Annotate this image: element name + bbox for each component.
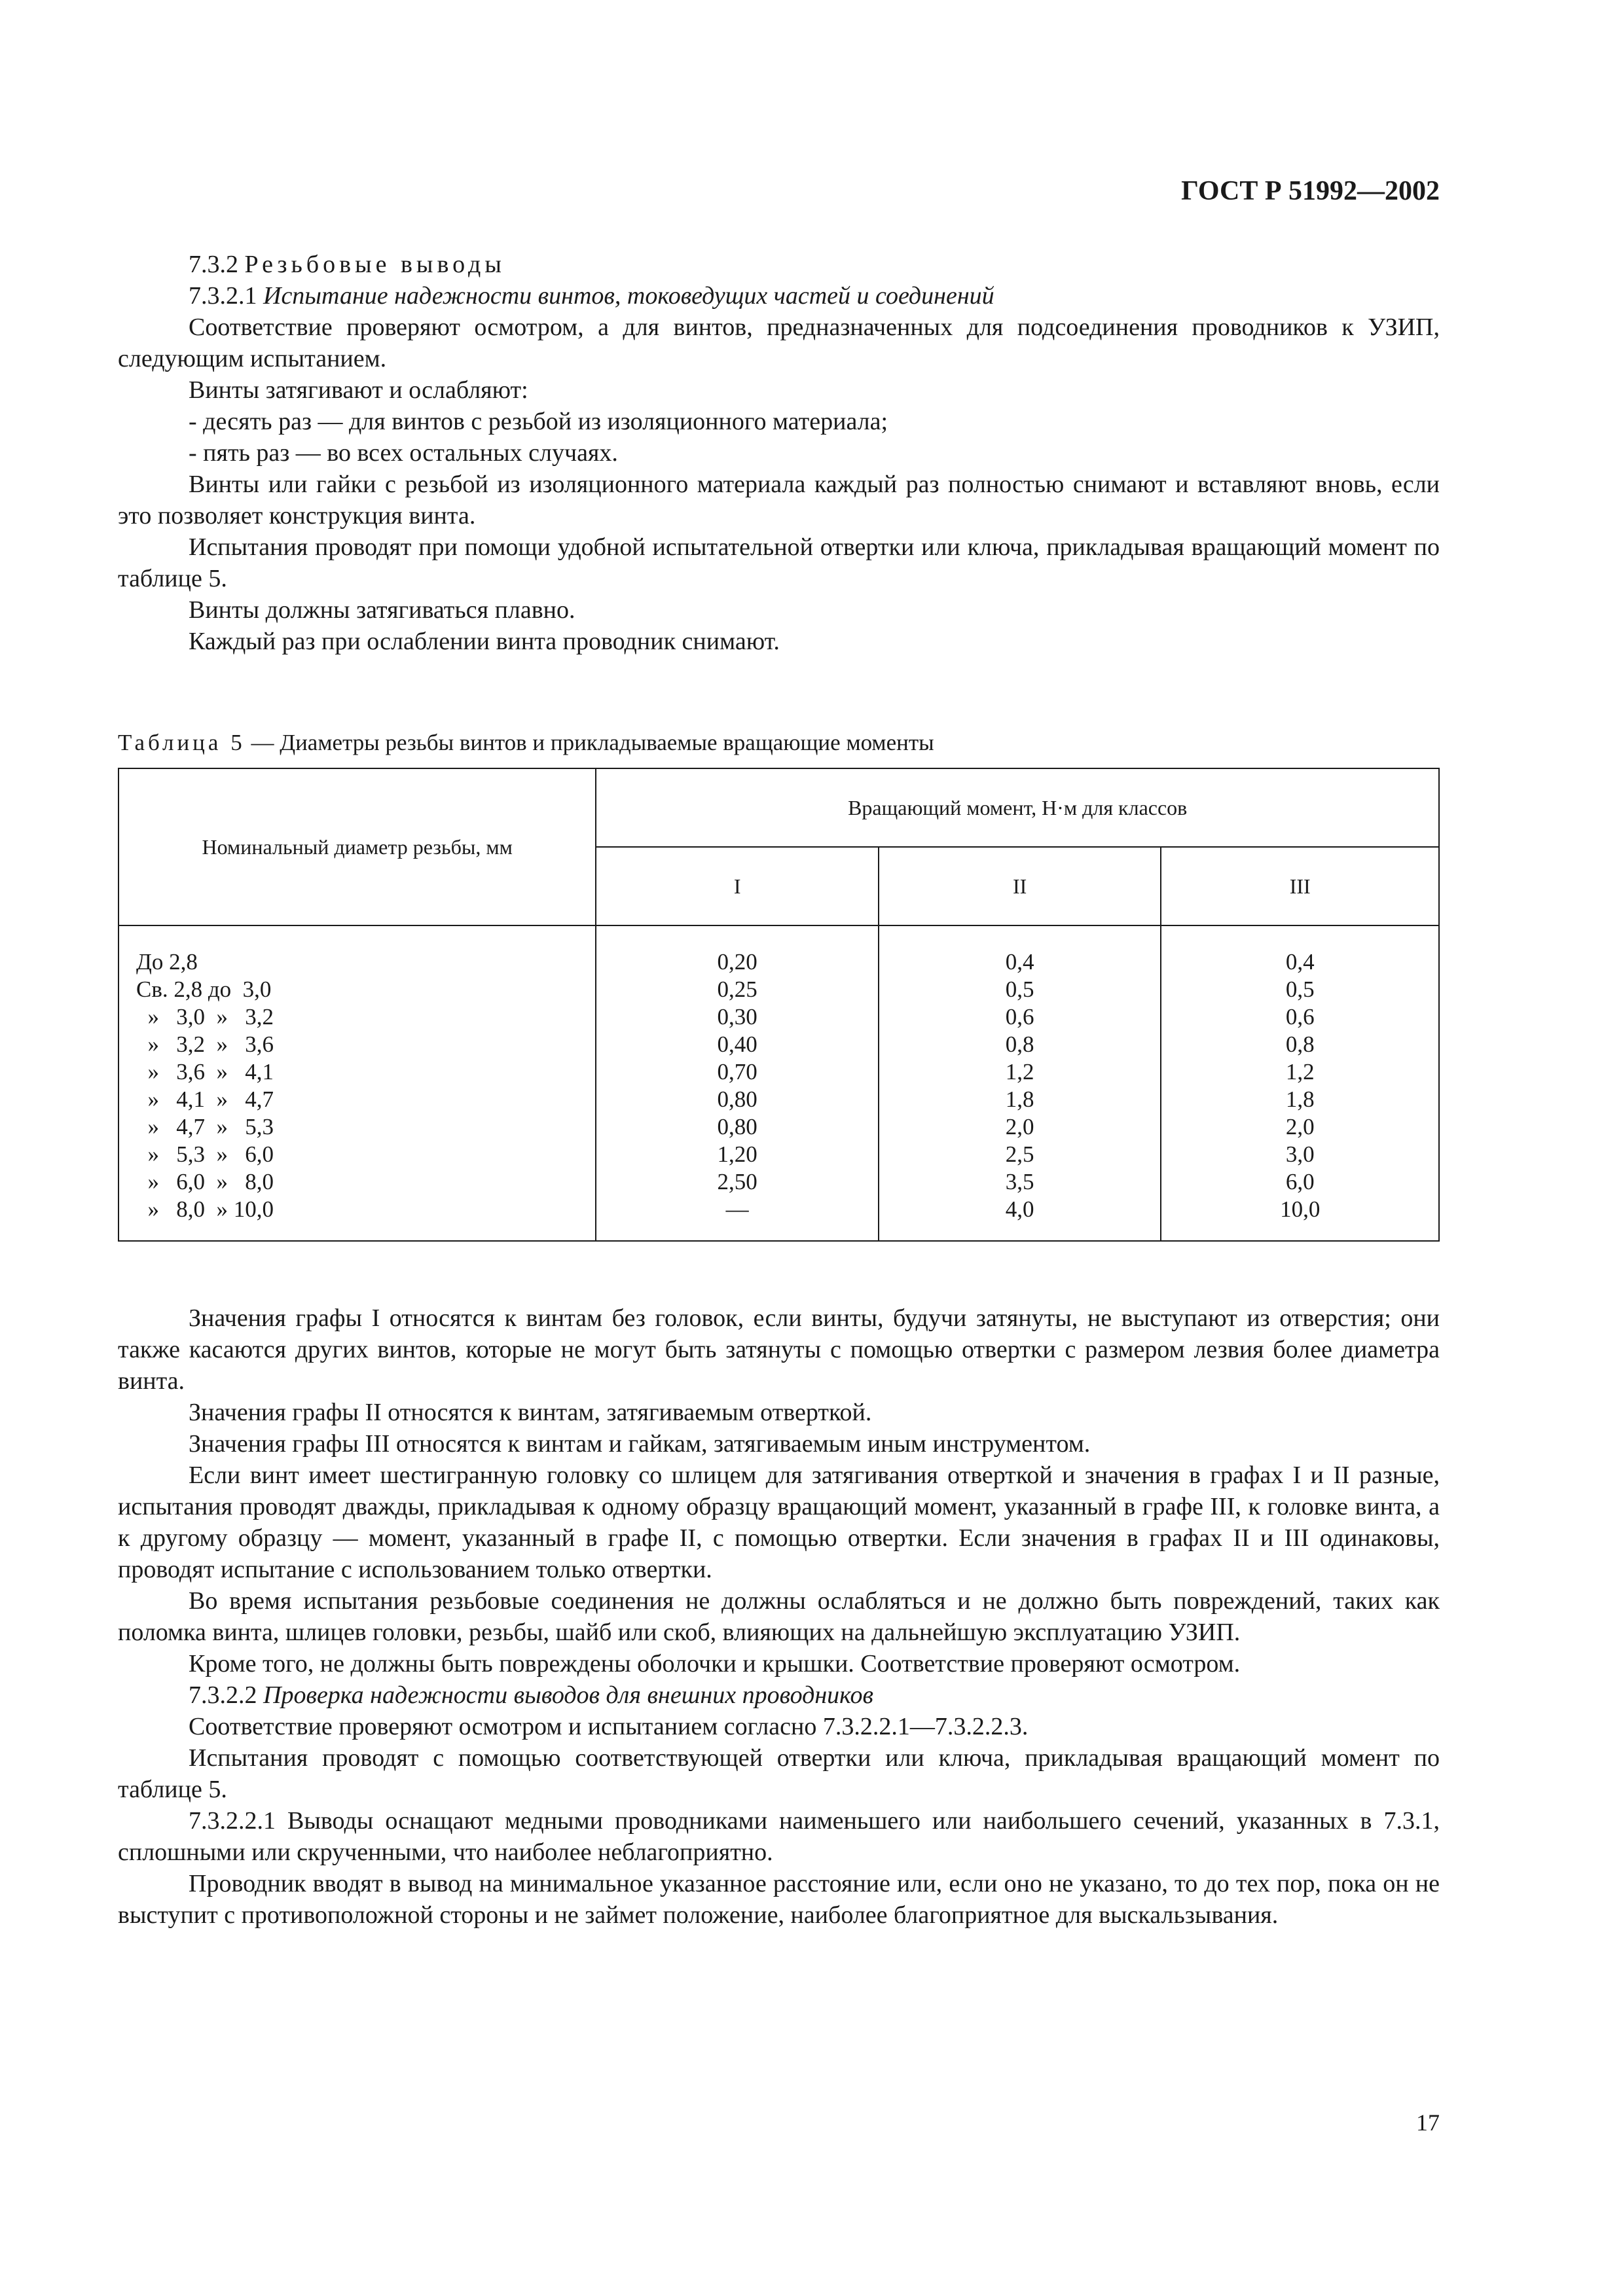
table-cell: 0,80 bbox=[717, 1086, 757, 1112]
paragraph: Соответствие проверяют осмотром и испытанием согласно 7.3.2.2.1—7.3.2.2.3. bbox=[189, 1713, 1029, 1740]
table-caption-text: — Диаметры резьбы винтов и прикладываемые вращающие моменты bbox=[245, 730, 934, 755]
table-cell: 3,5 bbox=[1005, 1169, 1034, 1194]
table-cell: До 2,8 bbox=[136, 949, 198, 975]
table-cell: 0,4 bbox=[1005, 949, 1034, 975]
subsection-heading-7-3-2-1 bbox=[118, 280, 1440, 312]
table-caption bbox=[118, 730, 1440, 756]
list-item: - десять раз — для винтов с резьбой из изоляционного материала; bbox=[189, 408, 888, 435]
paragraph: Проводник вводят в вывод на минимальное указанное расстояние или, если оно не указано, то до тех пор, пока он не выступит с противоположной стороны и не займет положение, наиболее благоприятное для выскальзывания. bbox=[118, 1870, 1440, 1929]
section-number: 7.3.2 bbox=[189, 251, 238, 278]
table-cell: 0,5 bbox=[1005, 977, 1034, 1002]
table-cell: 0,5 bbox=[1285, 977, 1315, 1002]
paragraph: Соответствие проверяют осмотром, а для винтов, предназначенных для подсоединения проводников к УЗИП, следующим испытанием. bbox=[118, 314, 1440, 372]
paragraph: Каждый раз при ослаблении винта проводник снимают. bbox=[189, 628, 780, 655]
table-cell: 4,0 bbox=[1005, 1196, 1034, 1222]
table-caption-label: Таблица 5 bbox=[118, 730, 246, 755]
table-cell: 2,0 bbox=[1005, 1114, 1034, 1139]
subsection-number: 7.3.2.1 bbox=[189, 282, 257, 310]
table-body-row bbox=[119, 925, 1439, 1241]
table-cell: » 6,0 » 8,0 bbox=[136, 1169, 274, 1194]
torque-table bbox=[118, 768, 1440, 1242]
column-header-class-1: I bbox=[596, 847, 879, 925]
table-cell: » 3,2 » 3,6 bbox=[136, 1031, 274, 1057]
subsection-heading-7-3-2-2 bbox=[118, 1679, 1440, 1711]
table-cell: 0,40 bbox=[717, 1031, 757, 1057]
table-cell: 1,20 bbox=[717, 1141, 757, 1167]
table-cell: — bbox=[725, 1196, 749, 1222]
table-cell: 0,25 bbox=[717, 977, 757, 1002]
table-cell: 0,6 bbox=[1005, 1004, 1034, 1030]
subsection-title: Испытание надежности винтов, токоведущих частей и соединений bbox=[263, 282, 994, 310]
column-header-class-3: III bbox=[1161, 847, 1439, 925]
table-cell: » 5,3 » 6,0 bbox=[136, 1141, 274, 1167]
section-body-bottom bbox=[118, 1302, 1440, 1931]
paragraph: Кроме того, не должны быть повреждены оболочки и крышки. Соответствие проверяют осмотром. bbox=[189, 1650, 1241, 1677]
subsection-number: 7.3.2.2 bbox=[189, 1681, 257, 1709]
paragraph: Винты затягивают и ослабляют: bbox=[189, 376, 528, 404]
table-cell: » 8,0 » 10,0 bbox=[136, 1196, 274, 1222]
paragraph: Значения графы I относятся к винтам без головок, если винты, будучи затянуты, не выступают из отверстия; они также касаются других винтов, которые не могут быть затянуты с помощью отвертки с размером лезвия более диаметра винта. bbox=[118, 1304, 1440, 1395]
table-cell: 0,6 bbox=[1285, 1004, 1315, 1030]
paragraph: Винты должны затягиваться плавно. bbox=[189, 596, 575, 624]
diameter-column bbox=[119, 925, 596, 1241]
class-3-column bbox=[1161, 925, 1439, 1241]
table-cell: 1,8 bbox=[1005, 1086, 1034, 1112]
class-1-column bbox=[596, 925, 879, 1241]
paragraph: Винты или гайки с резьбой из изоляционного материала каждый раз полностью снимают и вставляют вновь, если это позволяет конструкция винта. bbox=[118, 471, 1440, 529]
column-header-diameter: Номинальный диаметр резьбы, мм bbox=[119, 768, 596, 925]
column-header-class-2: II bbox=[879, 847, 1161, 925]
table-cell: 10,0 bbox=[1280, 1196, 1321, 1222]
table-cell: 6,0 bbox=[1285, 1169, 1315, 1194]
section-title: Резьбовые выводы bbox=[244, 251, 505, 278]
page-number: 17 bbox=[1416, 2109, 1440, 2136]
table-cell: 1,2 bbox=[1285, 1059, 1315, 1085]
section-heading-7-3-2 bbox=[118, 249, 1440, 280]
paragraph: Значения графы II относятся к винтам, затягиваемым отверткой. bbox=[189, 1399, 872, 1426]
table-cell: 2,5 bbox=[1005, 1141, 1034, 1167]
table-cell: » 4,1 » 4,7 bbox=[136, 1086, 274, 1112]
table-cell: 1,8 bbox=[1285, 1086, 1315, 1112]
table-cell: » 3,6 » 4,1 bbox=[136, 1059, 274, 1085]
table-cell: 1,2 bbox=[1005, 1059, 1034, 1085]
table-cell: Св. 2,8 до 3,0 bbox=[136, 977, 272, 1002]
class-2-column bbox=[879, 925, 1161, 1241]
table-cell: 0,70 bbox=[717, 1059, 757, 1085]
subsection-title: Проверка надежности выводов для внешних проводников bbox=[263, 1681, 874, 1709]
paragraph: Во время испытания резьбовые соединения не должны ослабляться и не должно быть повреждений, таких как поломка винта, шлицев головки, резьбы, шайб или скоб, влияющих на дальнейшую эксплуатацию УЗИП. bbox=[118, 1587, 1440, 1646]
paragraph: Если винт имеет шестигранную головку со шлицем для затягивания отверткой и значения в графах I и II разные, испытания проводят дважды, прикладывая к одному образцу вращающий момент, указанный в графе III, к головке винта, а к другому образцу — момент, указанный в графе II, с помощью отвертки. Если значения в графах II и III одинаковы, проводят испытание с использованием только отвертки. bbox=[118, 1462, 1440, 1583]
paragraph: Значения графы III относятся к винтам и гайкам, затягиваемым иным инструментом. bbox=[189, 1430, 1091, 1458]
table-cell: 0,30 bbox=[717, 1004, 757, 1030]
table-cell: 0,80 bbox=[717, 1114, 757, 1139]
table-cell: 0,20 bbox=[717, 949, 757, 975]
list-item: - пять раз — во всех остальных случаях. bbox=[189, 439, 618, 467]
table-cell: » 4,7 » 5,3 bbox=[136, 1114, 274, 1139]
table-cell: 2,50 bbox=[717, 1169, 757, 1194]
paragraph: 7.3.2.2.1 Выводы оснащают медными проводниками наименьшего или наибольшего сечений, указанных в 7.3.1, сплошными или скрученными, что наиболее неблагоприятно. bbox=[118, 1807, 1440, 1866]
table-cell: 0,8 bbox=[1285, 1031, 1315, 1057]
paragraph: Испытания проводят при помощи удобной испытательной отвертки или ключа, прикладывая вращающий момент по таблице 5. bbox=[118, 533, 1440, 592]
paragraph: Испытания проводят с помощью соответствующей отвертки или ключа, прикладывая вращающий момент по таблице 5. bbox=[118, 1744, 1440, 1803]
table-cell: 2,0 bbox=[1285, 1114, 1315, 1139]
table-5-block bbox=[118, 730, 1440, 1242]
document-page bbox=[118, 0, 1440, 2296]
section-body-top bbox=[118, 249, 1440, 657]
table-cell: 3,0 bbox=[1285, 1141, 1315, 1167]
table-cell: 0,4 bbox=[1285, 949, 1315, 975]
column-header-torque: Вращающий момент, Н·м для классов bbox=[596, 768, 1439, 847]
table-cell: » 3,0 » 3,2 bbox=[136, 1004, 274, 1030]
table-cell: 0,8 bbox=[1005, 1031, 1034, 1057]
document-header: ГОСТ Р 51992—2002 bbox=[1181, 176, 1440, 206]
